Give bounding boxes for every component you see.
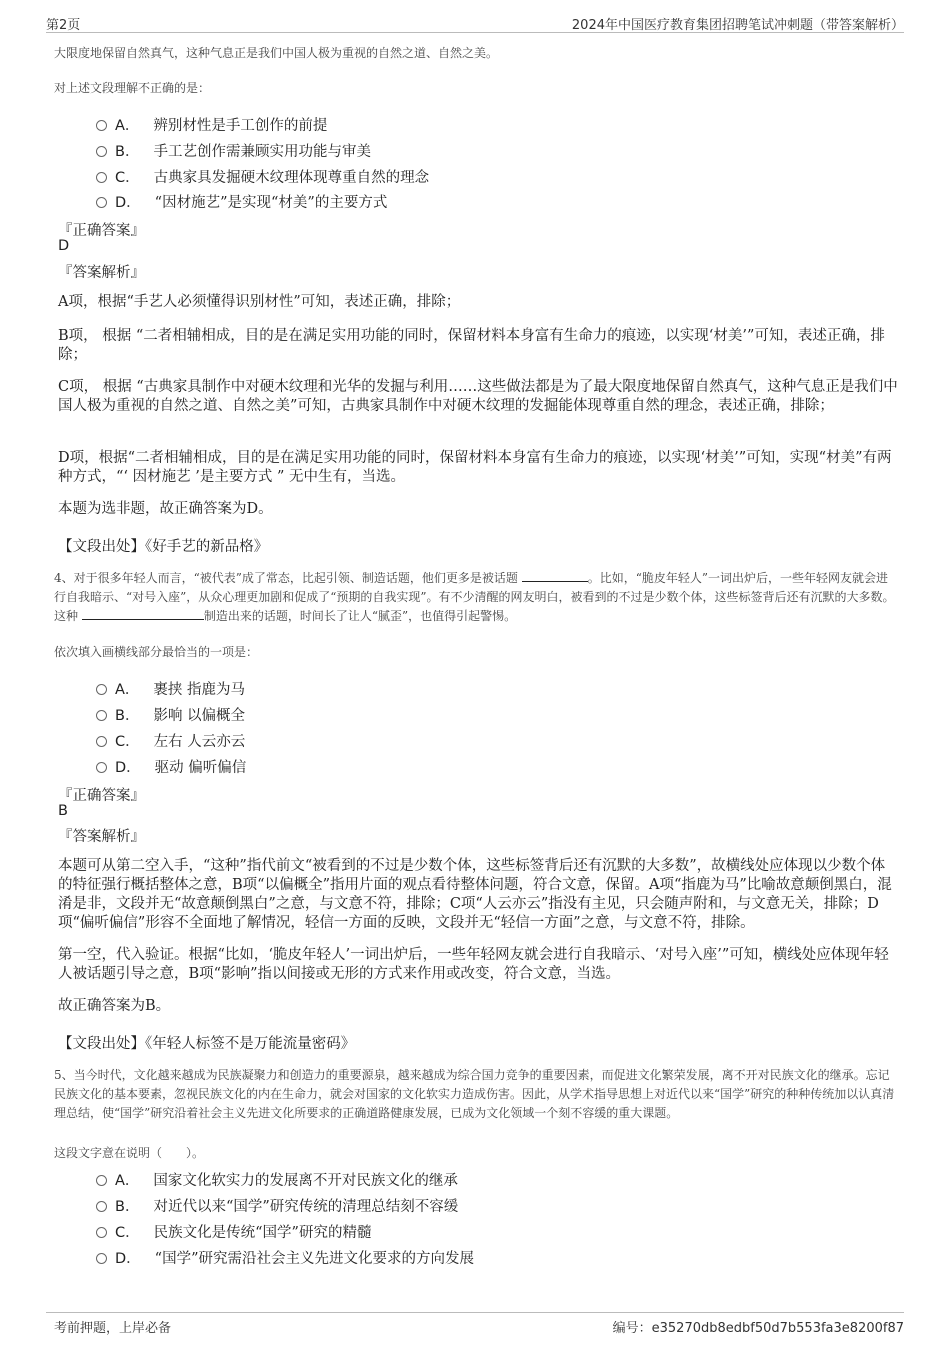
page-footer <box>46 1312 904 1335</box>
radio-icon[interactable] <box>96 1227 107 1238</box>
answer-value: D <box>58 238 70 254</box>
analysis-paragraph: 本题可从第二空入手，“这种”指代前文“被看到的不过是少数个体，这些标签背后还有沉默的大多数”，故横线处应体现以少数个体的特征强行概括整体之意，B项“以偏概全”指用片面的观点看待整体问题，符合文意，保留。A项“指鹿为马”比喻故意颠倒黑白，混淆是非，文段并无“故意颠倒黑白”之意，与文意不符，排除；C项“人云亦云”指没有主见，只会随声附和，与文意无关，排除；D项“偏听偏信”形容不全面地了解情况，轻信一方面的反映，文段并无“轻信一方面”之意，与文意不符，排除。 <box>58 858 892 931</box>
footer-slogan: 考前押题，上岸必备 <box>54 1321 172 1336</box>
analysis-paragraph: 第一空，代入验证。根据“比如，‘脆皮年轻人’一词出炉后，一些年轻网友就会进行自我暗示、‘对号入座’”可知，横线处应体现年轻人被话题引导之意，B项“影响”指以间接或无形的方式来作用或改变，符合文意，当选。 <box>58 947 889 982</box>
q5-stem: 5、当今时代，文化越来越成为民族凝聚力和创造力的重要源泉，越来越成为综合国力竞争的重要因素，而促进文化繁荣发展，离不开对民族文化的继承。忘记民族文化的基本要素，忽视民族文化的内在生命力，就会对国家的文化软实力造成伤害。因此，从学术指导思想上对近代以来“国学”研究的种种传统加以认真清理总结，使“国学”研究沿着社会主义先进文化所要求的正确道路健康发展，已成为文化领域一个刻不容缓的重大课题。 <box>54 1068 895 1120</box>
fill-blank <box>522 569 588 582</box>
analysis-paragraph: B项， 根据 “二者相辅相成，目的是在满足实用功能的同时，保留材料本身富有生命力的痕迹，以实现‘材美’”可知，表述正确，排除； <box>58 328 885 363</box>
q4-option-d[interactable]: D． 驱动 偏听偏信 <box>96 756 246 776</box>
radio-icon[interactable] <box>96 762 107 773</box>
radio-icon[interactable] <box>96 710 107 721</box>
q4-option-a[interactable]: A． 裹挟 指鹿为马 <box>96 678 245 698</box>
document-code: 编号：e35270db8edbf50d7b553fa3e8200f87 <box>612 1321 904 1336</box>
analysis-paragraph: C项， 根据 “古典家具制作中对硬木纹理和光华的发掘与利用……这些做法都是为了最大限度地保留自然真气，这种气息正是我们中国人极为重视的自然之道、自然之美”可知，古典家具制作中对硬木纹理的发掘能体现尊重自然的理念，表述正确，排除； <box>58 379 898 414</box>
radio-icon[interactable] <box>96 736 107 747</box>
radio-icon[interactable] <box>96 120 107 131</box>
q3-option-b[interactable]: B． 手工艺创作需兼顾实用功能与审美 <box>96 140 371 160</box>
analysis-label: 『答案解析』 <box>58 829 145 845</box>
source-citation: 【文段出处】《好手艺的新品格》 <box>58 539 269 555</box>
radio-icon[interactable] <box>96 684 107 695</box>
page-header <box>46 12 904 33</box>
radio-icon[interactable] <box>96 197 107 208</box>
q5-question: 这段文字意在说明（ ）。 <box>54 1146 205 1160</box>
analysis-conclusion: 故正确答案为B。 <box>58 998 171 1014</box>
q4-question: 依次填入画横线部分最恰当的一项是： <box>54 645 259 659</box>
analysis-paragraph: A项，根据“手艺人必须懂得识别材性”可知，表述正确，排除； <box>58 294 461 310</box>
radio-icon[interactable] <box>96 1253 107 1264</box>
q4-option-c[interactable]: C． 左右 人云亦云 <box>96 730 245 750</box>
answer-label: 『正确答案』 <box>58 223 145 239</box>
q3-option-d[interactable]: D． “因材施艺”是实现“材美”的主要方式 <box>96 191 387 211</box>
radio-icon[interactable] <box>96 172 107 183</box>
source-citation: 【文段出处】《年轻人标签不是万能流量密码》 <box>58 1036 356 1052</box>
radio-icon[interactable] <box>96 146 107 157</box>
analysis-paragraph: D项，根据“二者相辅相成，目的是在满足实用功能的同时，保留材料本身富有生命力的痕迹，以实现‘材美’”可知，实现“材美”有两种方式，“‘ 因材施艺 ’是主要方式 ” 无中生有，当选。 <box>58 450 892 485</box>
intro-continuation: 大限度地保留自然真气，这种气息正是我们中国人极为重视的自然之道、自然之美。 <box>54 46 499 60</box>
q4-stem: 4、对于很多年轻人而言，“被代表”成了常态，比起引领、制造话题，他们更多是被话题 。比如，“脆皮年轻人”一词出炉后，一些年轻网友就会进行自我暗示、“对号入座”，从众心理更加剧和促成了“预期的自我实现”。有不少清醒的网友明白，被看到的不过是少数个体，这些标签背后还有沉默的大多数。这种 制造出来的话题，时间长了让人“腻歪”，也值得引起警惕。 <box>54 571 895 623</box>
answer-value: B <box>58 803 68 819</box>
analysis-conclusion: 本题为选非题，故正确答案为D。 <box>58 501 273 517</box>
radio-icon[interactable] <box>96 1201 107 1212</box>
q5-option-a[interactable]: A． 国家文化软实力的发展离不开对民族文化的继承 <box>96 1169 458 1189</box>
q5-option-c[interactable]: C． 民族文化是传统“国学”研究的精髓 <box>96 1221 371 1241</box>
q3-option-c[interactable]: C． 古典家具发掘硬木纹理体现尊重自然的理念 <box>96 166 429 186</box>
document-title: 2024年中国医疗教育集团招聘笔试冲刺题（带答案解析） <box>571 18 904 33</box>
q4-option-b[interactable]: B． 影响 以偏概全 <box>96 704 245 724</box>
q5-option-d[interactable]: D． “国学”研究需沿社会主义先进文化要求的方向发展 <box>96 1247 474 1267</box>
q3-option-a[interactable]: A． 辨别材性是手工创作的前提 <box>96 114 327 134</box>
analysis-label: 『答案解析』 <box>58 265 145 281</box>
answer-label: 『正确答案』 <box>58 788 145 804</box>
fill-blank <box>82 607 204 620</box>
radio-icon[interactable] <box>96 1175 107 1186</box>
q3-question: 对上述文段理解不正确的是： <box>54 81 211 95</box>
page-number: 第2页 <box>46 18 81 33</box>
q5-option-b[interactable]: B． 对近代以来“国学”研究传统的清理总结刻不容缓 <box>96 1195 458 1215</box>
